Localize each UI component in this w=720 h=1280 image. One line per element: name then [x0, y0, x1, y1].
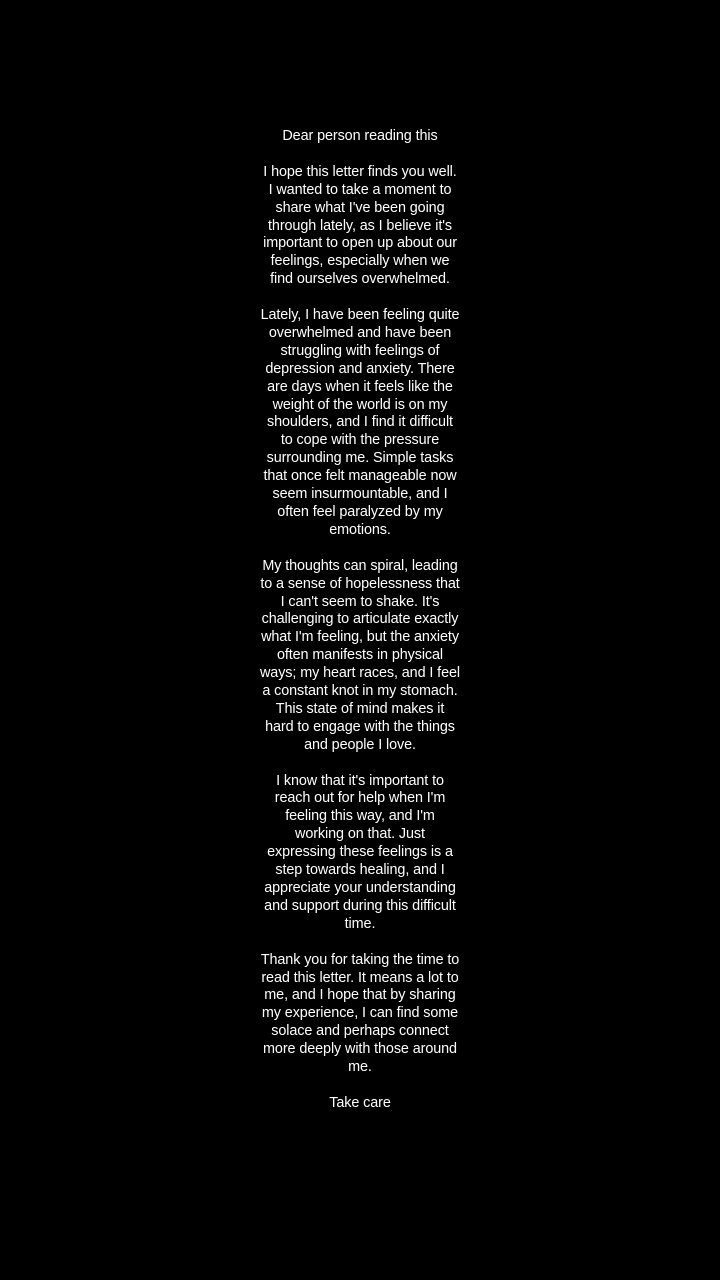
letter-paragraph-3: My thoughts can spiral, leading to a sense of hopelessness that I can't seem to shake. It's challenging to articulate exactly what I'm feeling, but the anxiety often manifests in physical ways; my heart races, and I feel a constant knot in my stomach. This state of mind makes it hard to engage with the things and people I love.	[260, 557, 460, 753]
letter-greeting: Dear person reading this	[282, 128, 438, 144]
letter-paragraph-4: I know that it's important to reach out for help when I'm feeling this way, and I'm working on that. Just expressing these feelings is a step towards healing, and I appreciate your understanding and support during this difficult time.	[264, 772, 456, 932]
letter-body	[0, 128, 720, 1113]
letter-closing: Take care	[329, 1094, 391, 1111]
letter-paragraph-1: I hope this letter finds you well. I wanted to take a moment to share what I've been going through lately, as I believe it's important to open up about our feelings, especially when we find ourselves overwhelmed.	[263, 163, 457, 288]
letter-paragraph-5: Thank you for taking the time to read this letter. It means a lot to me, and I hope that by sharing my experience, I can find some solace and perhaps connect more deeply with those around me.	[260, 951, 460, 1076]
letter-paragraph-2: Lately, I have been feeling quite overwhelmed and have been struggling with feelings of depression and anxiety. There are days when it feels like the weight of the world is on my shoulders, and I find it difficult to cope with the pressure surrounding me. Simple tasks that once felt manageable now seem insurmountable, and I often feel paralyzed by my emotions.	[260, 307, 460, 538]
